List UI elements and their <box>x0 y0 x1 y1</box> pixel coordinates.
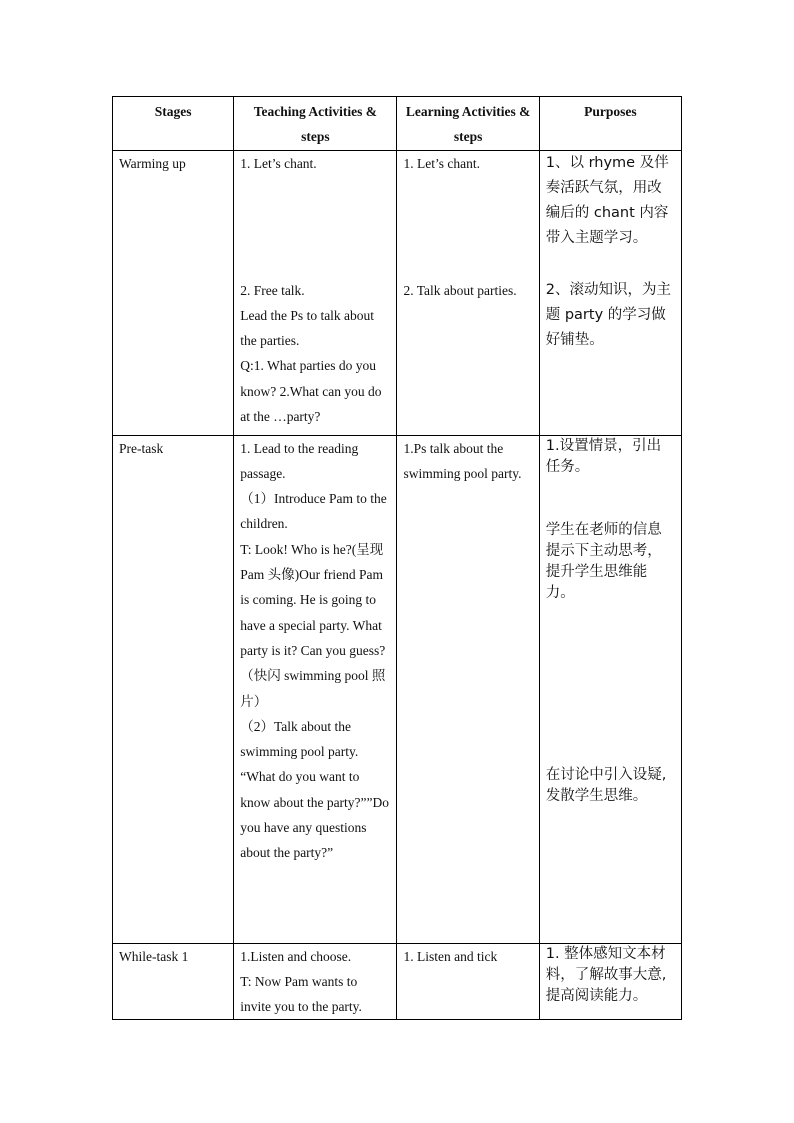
warming-purpose-2: 2、滚动知识，为主题 party 的学习做好铺垫。 <box>545 281 671 349</box>
header-stages: Stages <box>113 97 234 151</box>
header-learning-activities: Learning Activities & steps <box>397 97 539 151</box>
stage-label: Pre-task <box>119 440 164 456</box>
header-purposes: Purposes <box>539 97 681 151</box>
cell-pretask-teaching <box>234 435 397 943</box>
row-warming-up <box>113 150 682 435</box>
cell-warming-learning <box>397 150 539 435</box>
cell-warming-purposes <box>539 150 681 435</box>
cell-pretask-learning <box>397 435 539 943</box>
while-purpose: 1. 整体感知文本材料，了解故事大意,提高阅读能力。 <box>545 945 667 1004</box>
stage-pre-task <box>113 435 234 943</box>
stage-label: While-task 1 <box>119 948 189 964</box>
pretask-teaching-text: 1. Lead to the reading passage. （1）Introduce Pam to the children. T: Look! Who is he?(呈现 Pam 头像)Our friend Pam is coming. He is going to have a special party. What party is it? Can you guess? （快闪 swimming pool 照片） （2）Talk about the swimming pool party. “What do you want to know about the party?””Do you have any questions about the party?” <box>240 440 390 861</box>
warming-learning-2: 2. Talk about parties. <box>403 282 517 298</box>
stage-warming-up <box>113 150 234 435</box>
cell-warming-teaching <box>234 150 397 435</box>
cell-while-learning <box>397 943 539 1020</box>
while-teaching-text: 1.Listen and choose. T: Now Pam wants to invite you to the party. <box>240 948 362 1015</box>
stage-label: Warming up <box>119 155 186 171</box>
pretask-learning-text: 1.Ps talk about the swimming pool party. <box>403 440 522 481</box>
row-pre-task <box>113 435 682 943</box>
warming-purpose-1: 1、以 rhyme 及伴奏活跃气氛，用改编后的 chant 内容带入主题学习。 <box>545 154 669 247</box>
pretask-purpose-2: 学生在老师的信息提示下主动思考，提升学生思维能力。 <box>545 521 662 601</box>
header-row <box>113 97 682 151</box>
cell-while-teaching <box>234 943 397 1020</box>
while-learning-text: 1. Listen and tick <box>403 948 498 964</box>
stage-while-task-1 <box>113 943 234 1020</box>
warming-learning-1: 1. Let’s chant. <box>403 155 480 171</box>
cell-pretask-purposes <box>539 435 681 943</box>
row-while-task-1 <box>113 943 682 1020</box>
header-teaching-activities: Teaching Activities & steps <box>234 97 397 151</box>
warming-teaching-2: 2. Free talk. Lead the Ps to talk about the parties. Q:1. What parties do you know? 2.What can you do at the …party? <box>240 282 382 425</box>
lesson-plan-table <box>112 96 682 1020</box>
pretask-purpose-3: 在讨论中引入设疑,发散学生思维。 <box>545 766 667 804</box>
pretask-purpose-1: 1.设置情景，引出任务。 <box>545 437 662 475</box>
warming-teaching-1: 1. Let’s chant. <box>240 155 317 171</box>
cell-while-purposes <box>539 943 681 1020</box>
